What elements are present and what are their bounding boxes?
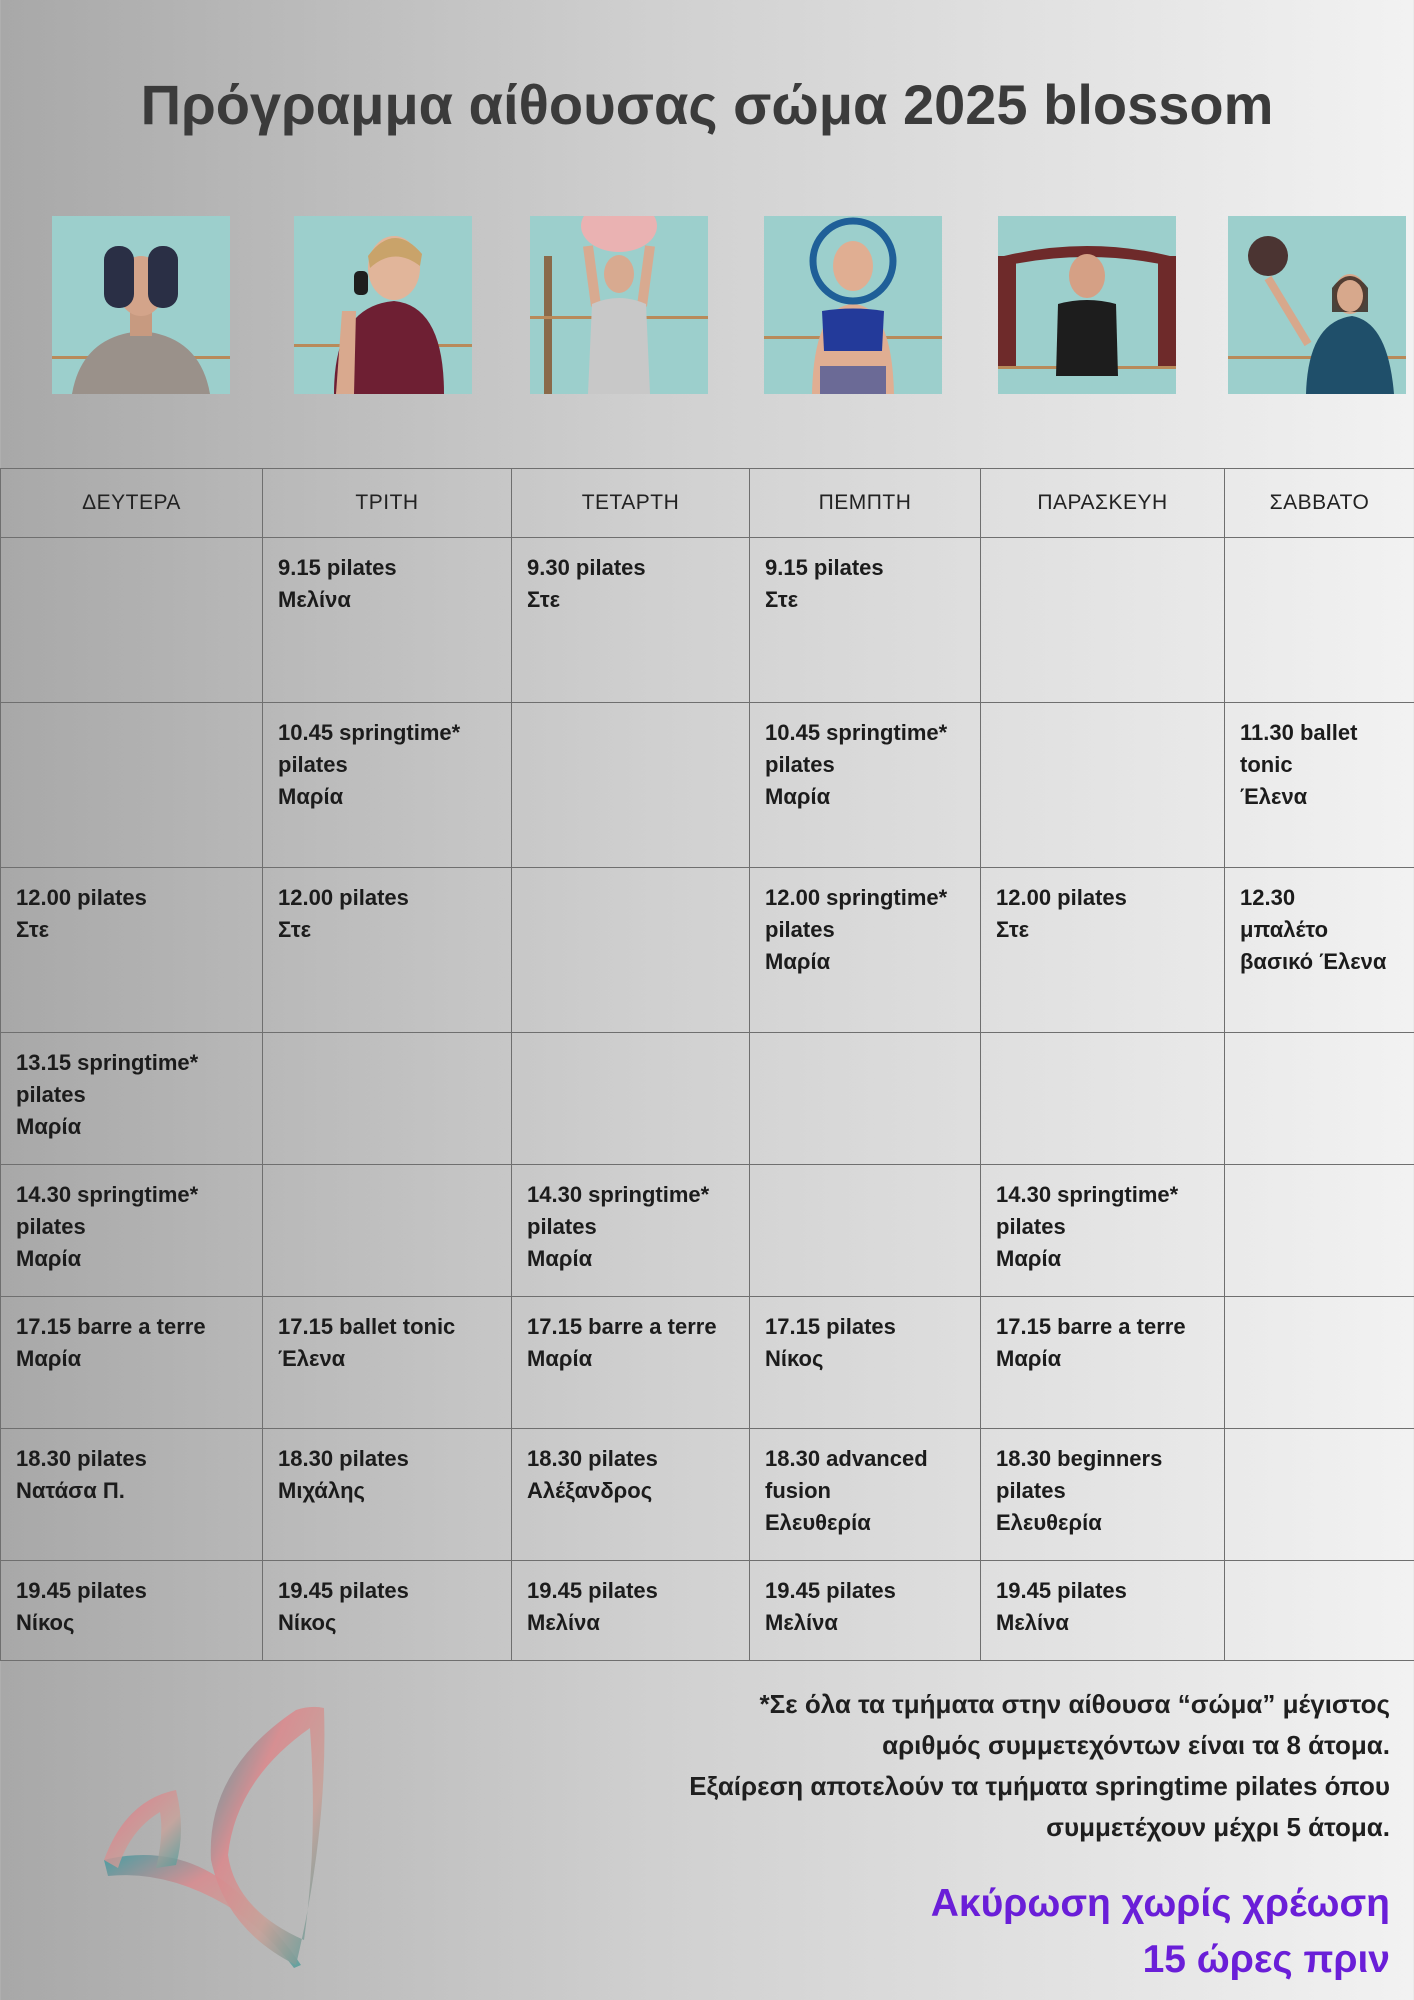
- cancellation-line: Ακύρωση χωρίς χρέωση: [930, 1882, 1390, 1925]
- schedule-row: [1, 703, 1414, 868]
- cancellation-line: 15 ώρες πριν: [1142, 1938, 1390, 1981]
- class-cell: 14.30 springtime* pilates Μαρία: [981, 1165, 1225, 1297]
- class-cell: 18.30 pilates Νατάσα Π.: [1, 1429, 263, 1561]
- class-cell: [750, 1165, 981, 1297]
- class-cell: 17.15 barre a terre Μαρία: [512, 1297, 750, 1429]
- class-cell: [750, 1033, 981, 1165]
- class-cell: [263, 1165, 512, 1297]
- schedule-header-row: [1, 469, 1414, 538]
- blossom-logo-icon: [96, 1690, 396, 1975]
- schedule-row: [1, 1297, 1414, 1429]
- schedule-row: [1, 1561, 1414, 1661]
- day-header-tuesday: ΤΡΙΤΗ: [263, 469, 512, 538]
- class-cell: 9.15 pilates Στε: [750, 538, 981, 703]
- cancellation-policy: [690, 1876, 1390, 1988]
- class-cell: [512, 1033, 750, 1165]
- day-header-monday: ΔΕΥΤΕΡΑ: [1, 469, 263, 538]
- schedule-row: [1, 1033, 1414, 1165]
- class-cell: [981, 703, 1225, 868]
- capacity-note: [530, 1684, 1390, 1848]
- schedule-row: [1, 868, 1414, 1033]
- schedule-row: [1, 1429, 1414, 1561]
- class-cell: 14.30 springtime* pilates Μαρία: [1, 1165, 263, 1297]
- class-cell: 18.30 beginners pilates Ελευθερία: [981, 1429, 1225, 1561]
- class-cell: [263, 1033, 512, 1165]
- class-cell: 9.15 pilates Μελίνα: [263, 538, 512, 703]
- class-cell: 18.30 advanced fusion Ελευθερία: [750, 1429, 981, 1561]
- day-header-wednesday: ΤΕΤΑΡΤΗ: [512, 469, 750, 538]
- class-cell: 10.45 springtime* pilates Μαρία: [750, 703, 981, 868]
- class-cell: 11.30 ballet tonic Έλενα: [1225, 703, 1414, 868]
- day-header-thursday: ΠΕΜΠΤΗ: [750, 469, 981, 538]
- instructor-photo-2: [294, 216, 472, 394]
- class-cell: [1225, 1561, 1414, 1661]
- note-line: αριθμός συμμετεχόντων είναι τα 8 άτομα.: [882, 1730, 1390, 1760]
- class-cell: 17.15 pilates Νίκος: [750, 1297, 981, 1429]
- class-cell: 17.15 barre a terre Μαρία: [981, 1297, 1225, 1429]
- class-cell: 12.00 pilates Στε: [263, 868, 512, 1033]
- note-line: *Σε όλα τα τμήματα στην αίθουσα “σώμα” μέγιστος: [759, 1689, 1390, 1719]
- class-cell: 12.00 pilates Στε: [981, 868, 1225, 1033]
- instructor-photo-1: [52, 216, 230, 394]
- day-header-friday: ΠΑΡΑΣΚΕΥΗ: [981, 469, 1225, 538]
- class-cell: [981, 1033, 1225, 1165]
- instructor-photo-5: [998, 216, 1176, 394]
- class-cell: 13.15 springtime* pilates Μαρία: [1, 1033, 263, 1165]
- instructor-photo-6: [1228, 216, 1406, 394]
- note-line: Εξαίρεση αποτελούν τα τμήματα springtime pilates όπου: [689, 1771, 1390, 1801]
- class-cell: [1225, 1165, 1414, 1297]
- class-cell: 9.30 pilates Στε: [512, 538, 750, 703]
- instructor-photo-4: [764, 216, 942, 394]
- class-cell: 14.30 springtime* pilates Μαρία: [512, 1165, 750, 1297]
- class-cell: 10.45 springtime* pilates Μαρία: [263, 703, 512, 868]
- class-cell: 12.00 springtime* pilates Μαρία: [750, 868, 981, 1033]
- page-title: Πρόγραμμα αίθουσας σώμα 2025 blossom: [140, 73, 1274, 136]
- class-cell: 19.45 pilates Νίκος: [1, 1561, 263, 1661]
- class-cell: [981, 538, 1225, 703]
- class-cell: [1, 538, 263, 703]
- class-cell: [1225, 1033, 1414, 1165]
- schedule-table: [0, 468, 1414, 1661]
- day-header-saturday: ΣΑΒΒΑΤΟ: [1225, 469, 1414, 538]
- schedule-row: [1, 1165, 1414, 1297]
- class-cell: 12.30 μπαλέτο βασικό Έλενα: [1225, 868, 1414, 1033]
- instructor-photo-3: [530, 216, 708, 394]
- class-cell: 19.45 pilates Μελίνα: [750, 1561, 981, 1661]
- class-cell: [1225, 538, 1414, 703]
- class-cell: 19.45 pilates Μελίνα: [512, 1561, 750, 1661]
- class-cell: 17.15 barre a terre Μαρία: [1, 1297, 263, 1429]
- class-cell: 19.45 pilates Νίκος: [263, 1561, 512, 1661]
- class-cell: [1, 703, 263, 868]
- class-cell: 18.30 pilates Μιχάλης: [263, 1429, 512, 1561]
- class-cell: 17.15 ballet tonic Έλενα: [263, 1297, 512, 1429]
- note-line: συμμετέχουν μέχρι 5 άτομα.: [1046, 1812, 1390, 1842]
- class-cell: 12.00 pilates Στε: [1, 868, 263, 1033]
- class-cell: [512, 703, 750, 868]
- class-cell: [512, 868, 750, 1033]
- class-cell: [1225, 1297, 1414, 1429]
- schedule-row: [1, 538, 1414, 703]
- class-cell: [1225, 1429, 1414, 1561]
- class-cell: 19.45 pilates Μελίνα: [981, 1561, 1225, 1661]
- class-cell: 18.30 pilates Αλέξανδρος: [512, 1429, 750, 1561]
